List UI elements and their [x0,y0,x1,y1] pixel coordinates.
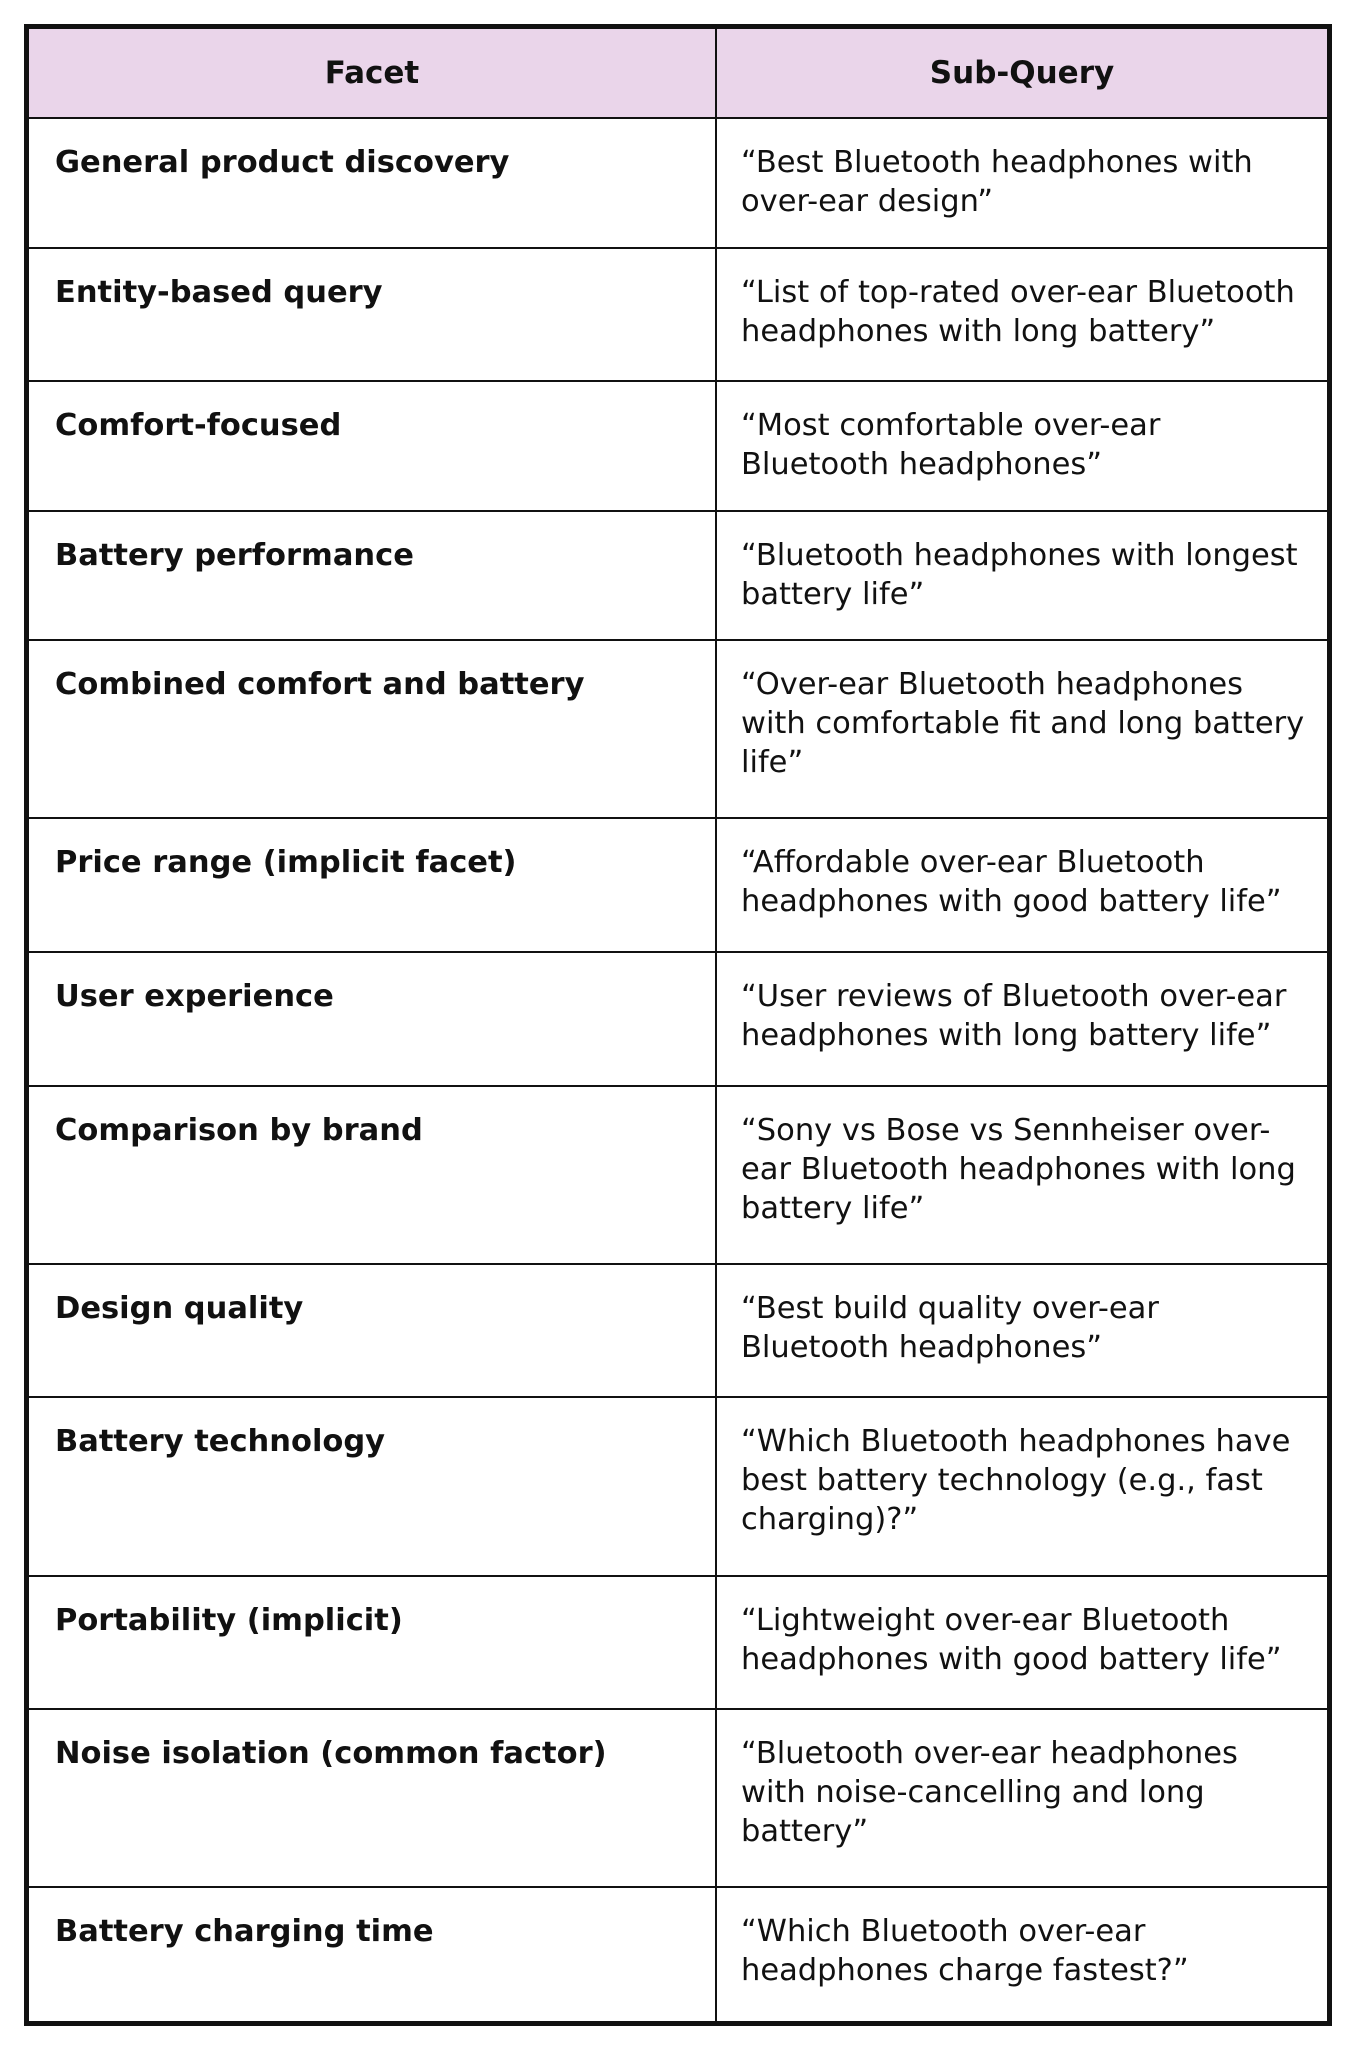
subquery-cell: “Which Bluetooth headphones have best battery technology (e.g., fast charging)?” [716,1397,1327,1575]
subquery-cell: “Bluetooth headphones with longest battery life” [716,511,1327,641]
table-row [29,1086,1327,1264]
table-row [29,248,1327,382]
subquery-cell: “Lightweight over-ear Bluetooth headphones with good battery life” [716,1576,1327,1710]
table-row [29,118,1327,248]
subquery-cell: “User reviews of Bluetooth over-ear headphones with long battery life” [716,952,1327,1086]
facet-cell: Noise isolation (common factor) [29,1709,716,1887]
header-row [29,29,1327,118]
table-row [29,511,1327,641]
table-row [29,1264,1327,1398]
facet-cell: User experience [29,952,716,1086]
table-row [29,1397,1327,1575]
subquery-cell: “Over-ear Bluetooth headphones with comfortable fit and long battery life” [716,640,1327,818]
subquery-cell: “Sony vs Bose vs Sennheiser over-ear Bluetooth headphones with long battery life” [716,1086,1327,1264]
header-subquery: Sub-Query [716,29,1327,118]
table-row [29,1887,1327,2021]
subquery-cell: “Bluetooth over-ear headphones with noise-cancelling and long battery” [716,1709,1327,1887]
header-facet: Facet [29,29,716,118]
facet-subquery-table [24,24,1332,2026]
table-row [29,1576,1327,1710]
table-row [29,1709,1327,1887]
facet-cell: Portability (implicit) [29,1576,716,1710]
facet-cell: Entity-based query [29,248,716,382]
subquery-cell: “Which Bluetooth over-ear headphones charge fastest?” [741,1914,1189,1989]
subquery-cell: “Best build quality over-ear Bluetooth headphones” [716,1264,1327,1398]
subquery-cell: “List of top-rated over-ear Bluetooth headphones with long battery” [716,248,1327,382]
table [29,29,1327,2021]
subquery-cell: “Best Bluetooth headphones with over-ear design” [716,118,1327,248]
table-row [29,952,1327,1086]
facet-cell: Battery charging time [29,1887,716,2021]
facet-cell: Design quality [29,1264,716,1398]
table-row [29,818,1327,952]
facet-cell: Battery technology [29,1397,716,1575]
subquery-cell: “Affordable over-ear Bluetooth headphones with good battery life” [716,818,1327,952]
facet-cell: Comparison by brand [29,1086,716,1264]
table-row [29,381,1327,511]
facet-cell: Battery performance [29,511,716,641]
facet-cell: Price range (implicit facet) [29,818,716,952]
subquery-cell: “Most comfortable over-ear Bluetooth headphones” [716,381,1327,511]
facet-cell: General product discovery [29,118,716,248]
table-row [29,640,1327,818]
facet-cell: Combined comfort and battery [29,640,716,818]
facet-cell: Comfort-focused [29,381,716,511]
